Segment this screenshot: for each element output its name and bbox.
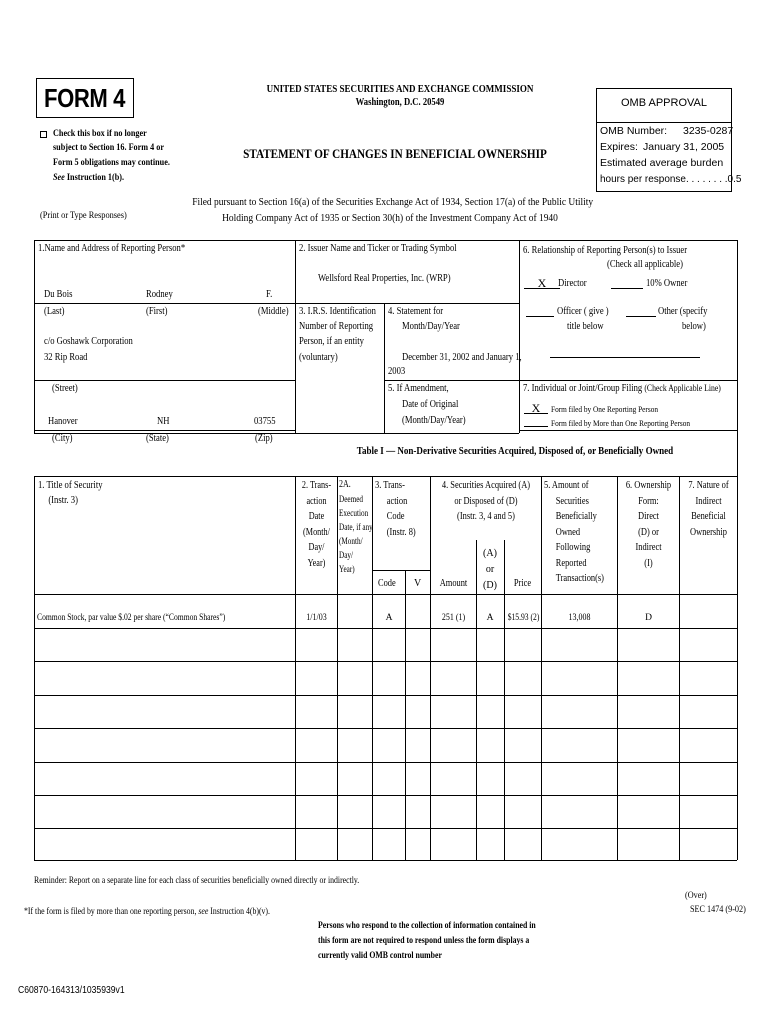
statement-date-line1[interactable]: December 31, 2002 and January 1, <box>402 352 522 363</box>
one-person-mark[interactable]: X <box>531 401 541 415</box>
col6-header: 6. Ownership Form: Direct (D) or Indirect (I) <box>625 480 672 569</box>
street-label: (Street) <box>52 383 78 394</box>
city-label: (City) <box>52 433 73 444</box>
col3-header: 3. Trans- action Code (Instr. 8) <box>375 480 416 538</box>
box2-label: 2. Issuer Name and Ticker or Trading Symbol <box>299 243 457 254</box>
col4-aord-label: (A) or (D) <box>483 548 497 591</box>
box3-line4: (voluntary) <box>299 352 338 363</box>
omb-burden-line2: hours per response. . . . . . . .0.5 <box>600 173 742 185</box>
omb-number-label: OMB Number: <box>600 125 668 137</box>
other-blank[interactable] <box>626 316 656 317</box>
box4-line1: 4. Statement for <box>388 306 444 317</box>
box5-line1: 5. If Amendment, <box>388 383 449 394</box>
box4-line2: Month/Day/Year <box>402 321 460 332</box>
asterisk-note: *If the form is filed by more than one reporting person, see Instruction 4(b)(v). <box>24 907 270 917</box>
officer-label: Officer ( give ) <box>557 306 609 317</box>
officer-blank[interactable] <box>526 316 554 317</box>
agency-line1: UNITED STATES SECURITIES AND EXCHANGE COMMISSION <box>266 84 534 95</box>
city-value[interactable]: Hanover <box>48 416 78 427</box>
ten-percent-owner-blank[interactable] <box>611 288 643 289</box>
sec-number: SEC 1474 (9-02) <box>690 905 746 915</box>
check-box-line2: subject to Section 16. Form 4 or <box>53 143 164 153</box>
form-title: FORM 4 <box>44 83 125 113</box>
col1-header: 1. Title of Security (Instr. 3) <box>38 480 103 506</box>
box3-line1: 3. I.R.S. Identification <box>299 306 376 317</box>
row1-date[interactable]: 1/1/03 <box>306 613 327 623</box>
street-line2[interactable]: 32 Rip Road <box>44 352 88 363</box>
middle-label: (Middle) <box>258 306 289 317</box>
row1-code[interactable]: A <box>385 613 393 623</box>
reporting-last-name[interactable]: Du Bois <box>44 289 73 300</box>
over-text: (Over) <box>685 891 707 901</box>
check-box-line1: Check this box if no longer <box>53 129 147 139</box>
filed-pursuant-line1: Filed pursuant to Section 16(a) of the Securities Exchange Act of 1934, Section 17(a) of the Public Utility <box>192 196 594 208</box>
issuer-name[interactable]: Wellsford Real Properties, Inc. (WRP) <box>318 273 451 284</box>
box3-line3: Person, if an entity <box>299 336 364 347</box>
officer-label2: title below <box>567 321 604 332</box>
omb-heading: OMB APPROVAL <box>621 97 707 109</box>
reporting-middle-name[interactable]: F. <box>266 289 273 300</box>
box5-line3: (Month/Day/Year) <box>402 415 466 426</box>
filed-pursuant-line2: Holding Company Act of 1935 or Section 30(h) of the Investment Company Act of 1940 <box>222 212 558 224</box>
ten-percent-owner-label: 10% Owner <box>646 278 688 289</box>
check-box-line3: Form 5 obligations may continue. <box>53 158 170 168</box>
col3-code-label: Code <box>378 578 396 589</box>
persons-line2: this form are not required to respond unless the form displays a <box>318 936 530 946</box>
persons-line3: currently valid OMB control number <box>318 951 442 961</box>
reminder-text: Reminder: Report on a separate line for each class of securities beneficially owned directly or indirectly. <box>34 876 360 886</box>
omb-expires-label: Expires: <box>600 141 638 153</box>
row1-title[interactable]: Common Stock, par value $.02 per share (“Common Shares”) <box>37 613 226 623</box>
agency-line2: Washington, D.C. 20549 <box>355 97 445 108</box>
statement-date-line2[interactable]: 2003 <box>388 366 406 377</box>
state-value[interactable]: NH <box>157 416 170 427</box>
zip-value[interactable]: 03755 <box>254 416 276 427</box>
other-label2: below) <box>682 321 706 332</box>
col5-header: 5. Amount of Securities Beneficially Owned Following Reported Transaction(s) <box>544 480 604 584</box>
no-longer-subject-checkbox[interactable] <box>40 131 47 138</box>
col2-header: 2. Trans- action Date (Month/ Day/ Year) <box>301 480 332 569</box>
persons-line1: Persons who respond to the collection of information contained in <box>318 921 536 931</box>
col3-v-label: V <box>414 578 422 589</box>
box6-line1: 6. Relationship of Reporting Person(s) to Issuer <box>523 245 688 256</box>
more-persons-label: Form filed by More than One Reporting Person <box>551 418 691 428</box>
row1-owned[interactable]: 13,008 <box>568 613 591 623</box>
state-label: (State) <box>146 433 169 444</box>
print-note: (Print or Type Responses) <box>40 211 127 221</box>
omb-burden-line1: Estimated average burden <box>600 157 724 169</box>
omb-expires-value: January 31, 2005 <box>643 141 725 153</box>
document-id: C60870-164313/1035939v1 <box>18 985 125 996</box>
col4-price-label: Price <box>513 578 532 589</box>
box3-line2: Number of Reporting <box>299 321 374 332</box>
check-box-line4: See Instruction 1(b). <box>53 173 125 183</box>
more-persons-blank[interactable] <box>524 426 548 427</box>
last-label: (Last) <box>44 306 65 317</box>
row1-form[interactable]: D <box>645 613 652 623</box>
row1-aord[interactable]: A <box>486 613 494 623</box>
first-label: (First) <box>146 306 168 317</box>
director-mark[interactable]: X <box>537 276 547 290</box>
reporting-first-name[interactable]: Rodney <box>146 289 173 300</box>
officer-title-line[interactable] <box>550 357 700 358</box>
col2a-header: 2A. Deemed Execution Date, if any (Month/ Day/ Year) <box>339 479 373 574</box>
row1-amount[interactable]: 251 (1) <box>441 613 466 623</box>
street-line1[interactable]: c/o Goshawk Corporation <box>44 336 133 347</box>
box7-label: 7. Individual or Joint/Group Filing (Check Applicable Line) <box>523 383 721 394</box>
omb-number-value: 3235-0287 <box>683 125 734 137</box>
col7-header: 7. Nature of Indirect Beneficial Ownership <box>688 480 729 538</box>
row1-price[interactable]: $15.93 (2) <box>507 613 540 623</box>
director-label: Director <box>558 278 587 289</box>
box1-label: 1.Name and Address of Reporting Person* <box>38 243 186 254</box>
col4-amount-label: Amount <box>439 578 468 589</box>
col4-header: 4. Securities Acquired (A) or Disposed of (D) (Instr. 3, 4 and 5) <box>441 480 531 522</box>
one-person-label: Form filed by One Reporting Person <box>551 404 659 414</box>
table1-title: Table I — Non-Derivative Securities Acquired, Disposed of, or Beneficially Owned <box>356 446 674 457</box>
statement-title: STATEMENT OF CHANGES IN BENEFICIAL OWNERSHIP <box>243 146 547 161</box>
box6-line2: (Check all applicable) <box>607 259 683 270</box>
other-label: Other (specify <box>658 306 708 317</box>
box5-line2: Date of Original <box>402 399 459 410</box>
zip-label: (Zip) <box>255 433 273 444</box>
